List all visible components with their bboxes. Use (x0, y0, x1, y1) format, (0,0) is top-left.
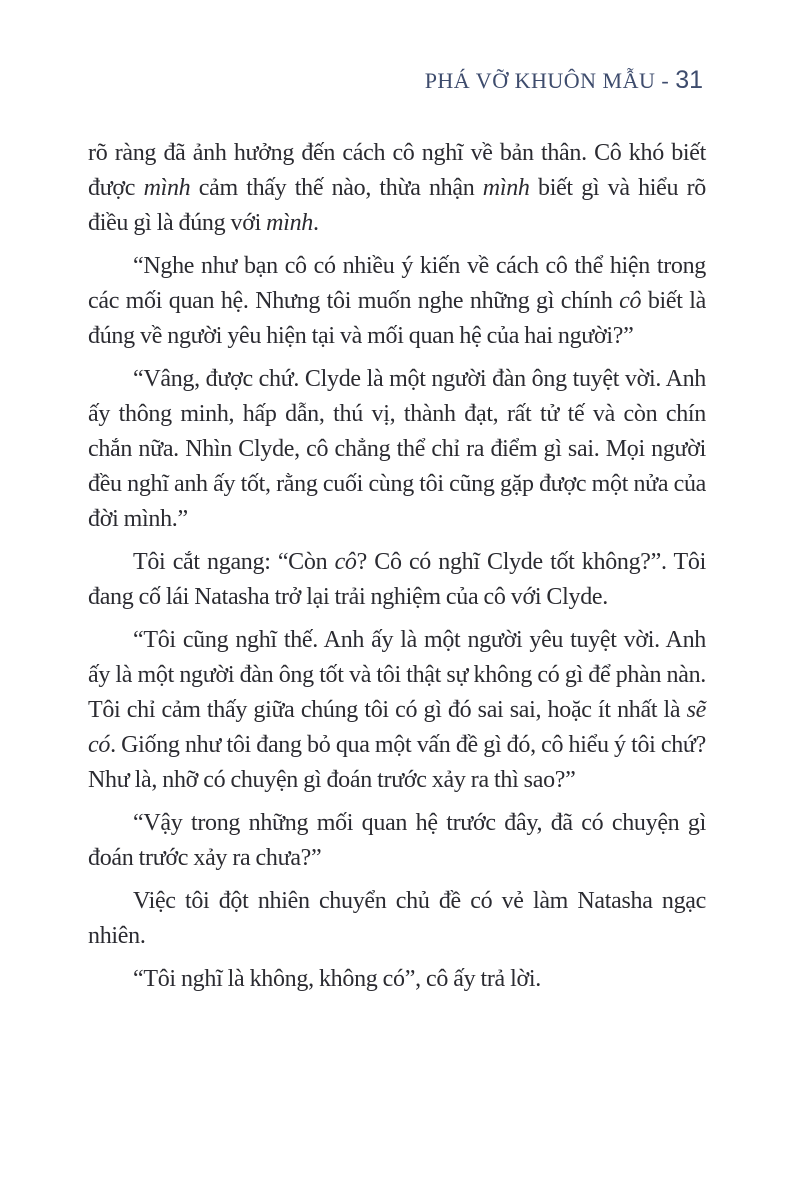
text-segment: “Vâng, được chứ. Clyde là một người đàn ông tuyệt vời. Anh ấy thông minh, hấp dẫn, thú vị, thành đạt, rất tử tế và còn chín chắn nữa. Nhìn Clyde, cô chẳng thể chỉ ra điểm gì sai. Mọi người đều nghĩ anh ấy tốt, rằng cuối cùng tôi cũng gặp được một nửa của đời mình.” (88, 366, 706, 532)
paragraph (88, 136, 706, 241)
text-segment: “Tôi nghĩ là không, không có”, cô ấy trả lời. (133, 966, 541, 992)
italic-text-segment: sẽ có (88, 697, 706, 758)
text-segment: Việc tôi đột nhiên chuyển chủ đề có vẻ làm Natasha ngạc nhiên. (88, 888, 706, 949)
text-segment: rõ ràng đã ảnh hưởng đến cách cô nghĩ về bản thân. Cô khó biết được (88, 140, 706, 201)
text-segment: . (312, 210, 319, 236)
paragraph (88, 362, 706, 537)
italic-text-segment: cô (619, 288, 642, 314)
paragraph (88, 545, 706, 615)
text-segment: “Tôi cũng nghĩ thế. Anh ấy là một người yêu tuyệt vời. Anh ấy là một người đàn ông tốt và tôi thật sự không có gì để phàn nàn. Tôi chỉ cảm thấy giữa chúng tôi có gì đó sai sai, hoặc ít nhất là (88, 627, 706, 723)
paragraph (88, 962, 706, 997)
italic-text-segment: mình (143, 175, 191, 201)
paragraph (88, 884, 706, 954)
page-body (88, 136, 706, 1005)
paragraph (88, 623, 706, 798)
text-segment: biết gì và hiểu rõ điều gì là đúng với (88, 175, 707, 236)
italic-text-segment: mình (266, 210, 313, 236)
text-segment: cảm thấy thế nào, thừa nhận (190, 175, 483, 201)
italic-text-segment: cô (334, 549, 357, 575)
page-number: 31 (675, 66, 703, 94)
text-segment: Tôi cắt ngang: “Còn (133, 549, 335, 575)
italic-text-segment: mình (482, 175, 530, 201)
text-segment: “Nghe như bạn cô có nhiều ý kiến về cách cô thể hiện trong các mối quan hệ. Nhưng tôi muốn nghe những gì chính (88, 253, 706, 314)
paragraph (88, 806, 706, 876)
text-segment: . Giống như tôi đang bỏ qua một vấn đề gì đó, cô hiểu ý tôi chứ? Như là, nhỡ có chuyện gì đoán trước xảy ra thì sao?” (88, 732, 706, 793)
text-segment: ? Cô có nghĩ Clyde tốt không?”. Tôi đang cố lái Natasha trở lại trải nghiệm của cô với Clyde. (88, 549, 706, 610)
running-header-title: PHÁ VỠ KHUÔN MẪU - (424, 68, 676, 93)
running-header (425, 66, 703, 95)
paragraph (88, 249, 706, 354)
text-segment: “Vậy trong những mối quan hệ trước đây, đã có chuyện gì đoán trước xảy ra chưa?” (88, 810, 706, 871)
text-segment: biết là đúng về người yêu hiện tại và mối quan hệ của hai người?” (88, 288, 706, 349)
